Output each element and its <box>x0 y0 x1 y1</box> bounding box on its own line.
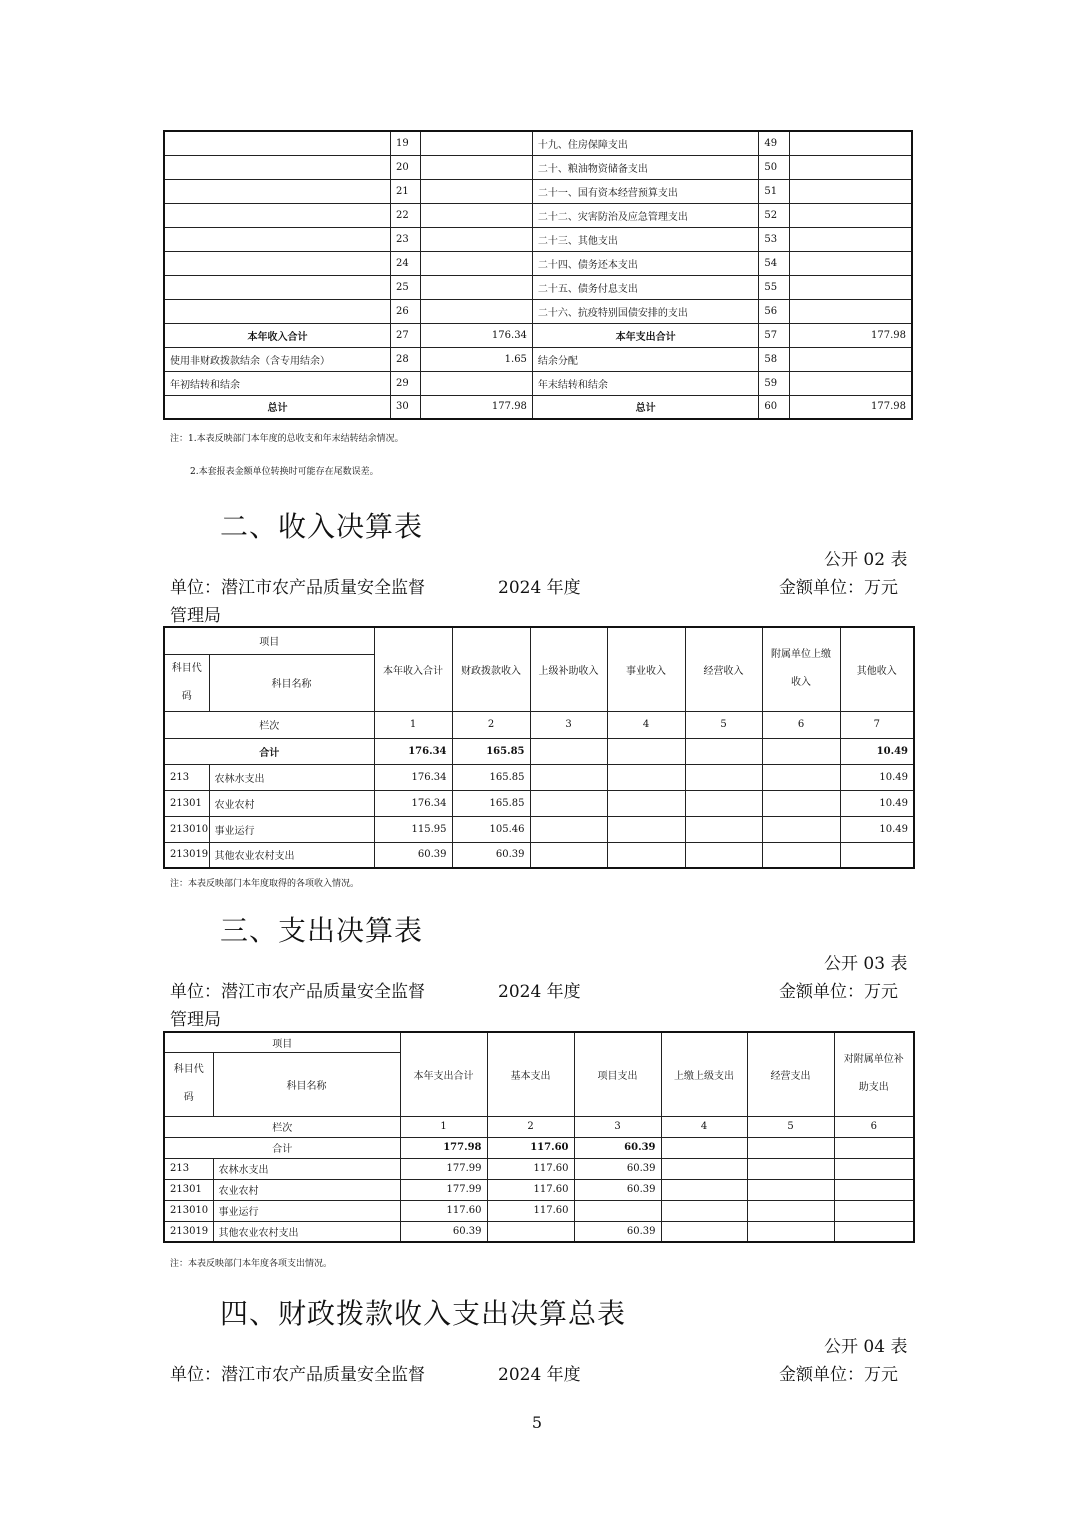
line-number: 50 <box>759 155 789 179</box>
amount-empty <box>607 764 685 790</box>
expense-col-header: 项目支出 <box>574 1032 661 1116</box>
section2-unit: 单位：潜江市农产品质量安全监督 <box>170 578 425 598</box>
account-name: 农业农村 <box>209 790 374 816</box>
amount-empty <box>685 790 762 816</box>
income-item-empty <box>164 251 391 275</box>
line-number: 20 <box>391 155 421 179</box>
section2-currency: 金额单位：万元 <box>779 578 898 598</box>
amount: 177.99 <box>400 1179 487 1200</box>
account-code: 213019 <box>164 1221 213 1242</box>
amount-empty <box>607 842 685 868</box>
expense-total-value: 60.39 <box>574 1137 661 1158</box>
table-row <box>164 790 914 816</box>
expense-col-header: 基本支出 <box>487 1032 574 1116</box>
table-row <box>164 203 912 227</box>
income-header-name: 科目名称 <box>209 654 374 711</box>
account-name: 农林水支出 <box>209 764 374 790</box>
amount-empty <box>834 1179 914 1200</box>
expense-header-project: 项目 <box>164 1032 400 1052</box>
account-name: 其他农业农村支出 <box>213 1221 400 1242</box>
amount-empty <box>661 1221 747 1242</box>
income-item-label: 本年收入合计 <box>164 323 391 347</box>
amount: 60.39 <box>374 842 452 868</box>
amount-empty <box>747 1200 834 1221</box>
account-code: 213019 <box>164 842 209 868</box>
expense-item-label: 年末结转和结余 <box>532 371 759 395</box>
expense-header-code: 科目代码 <box>164 1052 213 1116</box>
amount-empty <box>421 299 533 323</box>
table-row <box>164 842 914 868</box>
income-col-header: 其他收入 <box>840 627 914 711</box>
expense-item-label: 总计 <box>532 395 759 419</box>
income-col-index: 1 <box>374 711 452 738</box>
amount-empty <box>421 275 533 299</box>
line-number: 52 <box>759 203 789 227</box>
amount-empty <box>530 764 607 790</box>
expense-amount <box>789 371 912 395</box>
line-number: 60 <box>759 395 789 419</box>
expense-col-header: 上缴上级支出 <box>661 1032 747 1116</box>
expense-item-label: 二十五、债务付息支出 <box>532 275 759 299</box>
table1-note-1: 注：1.本表反映部门本年度的总收支和年末结转结余情况。 <box>170 434 404 444</box>
expense-header-name: 科目名称 <box>213 1052 400 1116</box>
amount-empty <box>421 179 533 203</box>
income-header-project: 项目 <box>164 627 374 654</box>
amount: 117.60 <box>487 1179 574 1200</box>
table-row <box>164 179 912 203</box>
line-number: 28 <box>391 347 421 371</box>
line-number: 55 <box>759 275 789 299</box>
amount: 60.39 <box>574 1179 661 1200</box>
table1-note-2: 2.本套报表金额单位转换时可能存在尾数误差。 <box>190 467 379 477</box>
section4-year: 2024 年度 <box>498 1365 581 1385</box>
table-row <box>164 227 912 251</box>
amount-empty <box>685 816 762 842</box>
account-code: 21301 <box>164 1179 213 1200</box>
amount-empty <box>834 1158 914 1179</box>
income-item-empty <box>164 203 391 227</box>
expense-col-index: 5 <box>747 1116 834 1137</box>
page-number: 5 <box>531 1413 543 1432</box>
amount: 165.85 <box>452 764 530 790</box>
line-number: 57 <box>759 323 789 347</box>
expense-item-label: 二十四、债务还本支出 <box>532 251 759 275</box>
amount-empty <box>607 816 685 842</box>
table-row <box>164 1200 914 1221</box>
table-row <box>164 155 912 179</box>
expense-col-index: 3 <box>574 1116 661 1137</box>
amount-empty <box>421 155 533 179</box>
income-item-empty <box>164 275 391 299</box>
line-number: 49 <box>759 131 789 155</box>
amount-empty <box>421 203 533 227</box>
section2-note: 注：本表反映部门本年度取得的各项收入情况。 <box>170 879 360 889</box>
amount: 176.34 <box>374 764 452 790</box>
income-total-label: 合计 <box>164 738 374 764</box>
income-header-code: 科目代码 <box>164 654 209 711</box>
amount: 60.39 <box>400 1221 487 1242</box>
income-col-header: 财政拨款收入 <box>452 627 530 711</box>
account-code: 213 <box>164 1158 213 1179</box>
table-row <box>164 395 912 419</box>
amount-empty <box>747 1158 834 1179</box>
amount <box>487 1221 574 1242</box>
section3-year: 2024 年度 <box>498 982 581 1002</box>
expense-item-label: 二十一、国有资本经营预算支出 <box>532 179 759 203</box>
amount: 117.60 <box>487 1158 574 1179</box>
income-col-index: 3 <box>530 711 607 738</box>
amount-empty <box>661 1200 747 1221</box>
amount: 60.39 <box>574 1221 661 1242</box>
amount-empty <box>834 1200 914 1221</box>
expense-item-label: 本年支出合计 <box>532 323 759 347</box>
amount: 117.60 <box>487 1200 574 1221</box>
account-code: 213 <box>164 764 209 790</box>
amount-empty <box>421 131 533 155</box>
amount-empty <box>789 131 912 155</box>
amount: 10.49 <box>840 764 914 790</box>
section4-title: 四、财政拨款收入支出决算总表 <box>220 1297 627 1330</box>
table-row <box>164 764 914 790</box>
amount-empty <box>530 816 607 842</box>
income-item-empty <box>164 179 391 203</box>
income-item-label: 使用非财政拨款结余（含专用结余） <box>164 347 391 371</box>
line-number: 24 <box>391 251 421 275</box>
amount-empty <box>834 1221 914 1242</box>
line-number: 29 <box>391 371 421 395</box>
account-code: 213010 <box>164 1200 213 1221</box>
amount-empty <box>789 251 912 275</box>
account-code: 213010 <box>164 816 209 842</box>
income-item-empty <box>164 299 391 323</box>
account-name: 事业运行 <box>209 816 374 842</box>
line-number: 30 <box>391 395 421 419</box>
section4-currency: 金额单位：万元 <box>779 1365 898 1385</box>
amount-empty <box>421 227 533 251</box>
amount-empty <box>789 275 912 299</box>
income-col-header: 上级补助收入 <box>530 627 607 711</box>
income-col-index: 7 <box>840 711 914 738</box>
section2-title: 二、收入决算表 <box>220 510 424 543</box>
section3-unit-line2: 管理局 <box>170 1010 221 1030</box>
line-number: 59 <box>759 371 789 395</box>
line-number: 21 <box>391 179 421 203</box>
account-name: 其他农业农村支出 <box>209 842 374 868</box>
table-row <box>164 1221 914 1242</box>
amount-empty <box>789 299 912 323</box>
amount: 117.60 <box>400 1200 487 1221</box>
amount-empty <box>530 790 607 816</box>
expense-amount <box>789 347 912 371</box>
section2-unit-line2: 管理局 <box>170 606 221 626</box>
expense-total-value: 177.98 <box>400 1137 487 1158</box>
amount-empty <box>789 227 912 251</box>
line-number: 22 <box>391 203 421 227</box>
section4-unit: 单位：潜江市农产品质量安全监督 <box>170 1365 425 1385</box>
expense-col-index: 1 <box>400 1116 487 1137</box>
section2-table-code: 公开 02 表 <box>824 550 908 570</box>
expense-item-label: 二十二、灾害防治及应急管理支出 <box>532 203 759 227</box>
income-amount <box>421 371 533 395</box>
amount-empty <box>685 842 762 868</box>
amount-empty <box>421 251 533 275</box>
income-amount: 1.65 <box>421 347 533 371</box>
expense-item-label: 二十、粮油物资储备支出 <box>532 155 759 179</box>
section2-year: 2024 年度 <box>498 578 581 598</box>
section4-table-code: 公开 04 表 <box>824 1337 908 1357</box>
amount-empty <box>789 155 912 179</box>
amount-empty <box>762 816 840 842</box>
expense-total-label: 合计 <box>164 1137 400 1158</box>
table-row <box>164 371 912 395</box>
account-name: 农林水支出 <box>213 1158 400 1179</box>
expense-table <box>163 1031 915 1243</box>
income-col-index: 6 <box>762 711 840 738</box>
amount: 105.46 <box>452 816 530 842</box>
summary-table <box>163 130 913 420</box>
amount: 177.99 <box>400 1158 487 1179</box>
account-name: 事业运行 <box>213 1200 400 1221</box>
table-row <box>164 275 912 299</box>
expense-col-index: 6 <box>834 1116 914 1137</box>
section3-currency: 金额单位：万元 <box>779 982 898 1002</box>
income-col-index: 2 <box>452 711 530 738</box>
income-total-value: 10.49 <box>840 738 914 764</box>
income-total-value: 165.85 <box>452 738 530 764</box>
line-number: 26 <box>391 299 421 323</box>
amount-empty <box>762 764 840 790</box>
expense-item-label: 结余分配 <box>532 347 759 371</box>
table-row <box>164 299 912 323</box>
line-number: 27 <box>391 323 421 347</box>
income-table <box>163 626 915 869</box>
section3-table-code: 公开 03 表 <box>824 954 908 974</box>
amount: 165.85 <box>452 790 530 816</box>
expense-col-header: 经营支出 <box>747 1032 834 1116</box>
income-col-header: 本年收入合计 <box>374 627 452 711</box>
income-amount: 177.98 <box>421 395 533 419</box>
line-number: 23 <box>391 227 421 251</box>
line-number: 54 <box>759 251 789 275</box>
table-row <box>164 323 912 347</box>
amount-empty <box>789 203 912 227</box>
amount-empty <box>685 764 762 790</box>
amount-empty <box>747 1221 834 1242</box>
table-row <box>164 816 914 842</box>
table-row <box>164 131 912 155</box>
section3-title: 三、支出决算表 <box>220 914 424 947</box>
amount-empty <box>661 1158 747 1179</box>
expense-item-label: 二十六、抗疫特别国债安排的支出 <box>532 299 759 323</box>
income-col-header: 事业收入 <box>607 627 685 711</box>
income-amount: 176.34 <box>421 323 533 347</box>
table-row <box>164 347 912 371</box>
amount: 60.39 <box>574 1158 661 1179</box>
line-number: 19 <box>391 131 421 155</box>
table-row <box>164 1158 914 1179</box>
income-item-label: 总计 <box>164 395 391 419</box>
line-number: 53 <box>759 227 789 251</box>
line-number: 51 <box>759 179 789 203</box>
income-item-empty <box>164 155 391 179</box>
amount: 10.49 <box>840 790 914 816</box>
amount-empty <box>607 790 685 816</box>
amount-empty <box>762 842 840 868</box>
expense-total-value: 117.60 <box>487 1137 574 1158</box>
income-item-empty <box>164 131 391 155</box>
amount <box>840 842 914 868</box>
amount-empty <box>661 1179 747 1200</box>
expense-col-header: 对附属单位补助支出 <box>834 1032 914 1116</box>
amount-empty <box>747 1179 834 1200</box>
account-code: 21301 <box>164 790 209 816</box>
amount: 115.95 <box>374 816 452 842</box>
amount-empty <box>762 790 840 816</box>
table-row <box>164 1179 914 1200</box>
amount <box>574 1200 661 1221</box>
income-item-empty <box>164 227 391 251</box>
line-number: 56 <box>759 299 789 323</box>
amount-empty <box>530 842 607 868</box>
line-number: 58 <box>759 347 789 371</box>
amount: 176.34 <box>374 790 452 816</box>
section3-unit: 单位：潜江市农产品质量安全监督 <box>170 982 425 1002</box>
income-total-value: 176.34 <box>374 738 452 764</box>
amount-empty <box>789 179 912 203</box>
account-name: 农业农村 <box>213 1179 400 1200</box>
expense-item-label: 十九、住房保障支出 <box>532 131 759 155</box>
income-col-index: 4 <box>607 711 685 738</box>
expense-col-index: 2 <box>487 1116 574 1137</box>
expense-amount: 177.98 <box>789 323 912 347</box>
table-row <box>164 251 912 275</box>
expense-item-label: 二十三、其他支出 <box>532 227 759 251</box>
income-col-index-label: 栏次 <box>164 711 374 738</box>
expense-col-header: 本年支出合计 <box>400 1032 487 1116</box>
amount: 60.39 <box>452 842 530 868</box>
line-number: 25 <box>391 275 421 299</box>
amount: 10.49 <box>840 816 914 842</box>
expense-col-index-label: 栏次 <box>164 1116 400 1137</box>
income-item-label: 年初结转和结余 <box>164 371 391 395</box>
section3-note: 注：本表反映部门本年度各项支出情况。 <box>170 1259 333 1269</box>
expense-col-index: 4 <box>661 1116 747 1137</box>
income-col-header: 经营收入 <box>685 627 762 711</box>
income-col-header: 附属单位上缴收入 <box>762 627 840 711</box>
expense-amount: 177.98 <box>789 395 912 419</box>
income-col-index: 5 <box>685 711 762 738</box>
